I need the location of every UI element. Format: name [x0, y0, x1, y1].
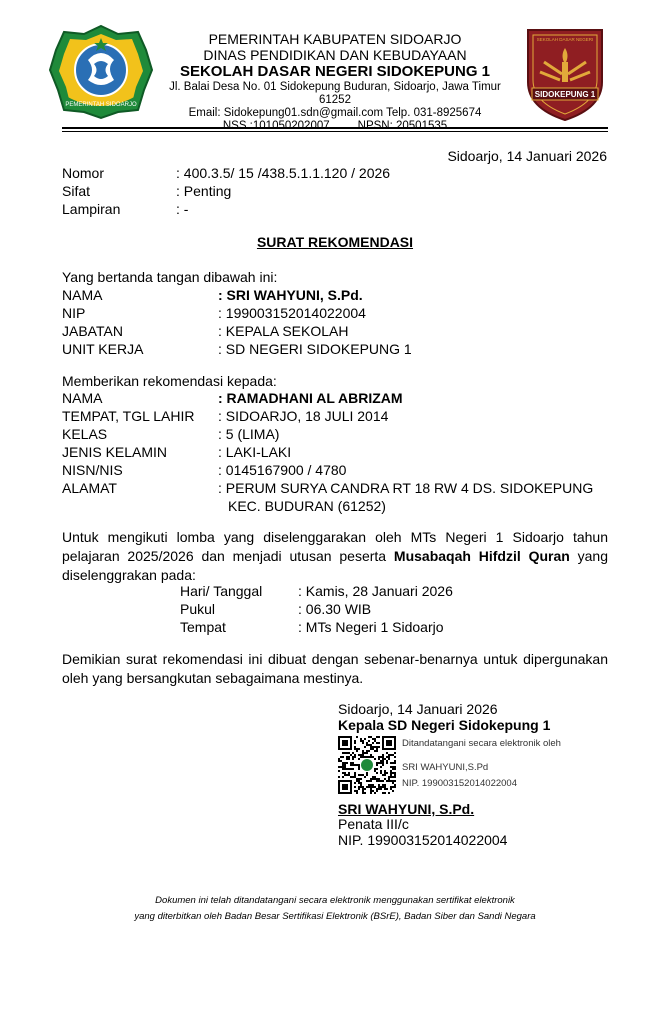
address-line2: KEC. BUDURAN (61252): [228, 498, 386, 514]
field-value: : LAKI-LAKI: [218, 444, 292, 460]
intro-student: Memberikan rekomendasi kepada:: [62, 373, 277, 389]
regency-logo-text: PEMERINTAH SIDOARJO: [65, 102, 137, 108]
field-label: UNIT KERJA: [62, 341, 144, 357]
event-label: Hari/ Tanggal: [180, 583, 263, 599]
purpose-text-end: yang diselenggrakan pada:: [62, 548, 609, 583]
competition-name: Musabaqah Hifdzil Quran: [393, 548, 570, 564]
field-label: ALAMAT: [62, 480, 117, 496]
meta-label: Sifat: [62, 183, 91, 199]
meta-value: : Penting: [176, 183, 232, 199]
field-label: NIP: [62, 305, 86, 321]
event-label: Tempat: [180, 619, 226, 635]
field-value: : SRI WAHYUNI, S.Pd.: [218, 287, 363, 303]
field-value: : 5 (LIMA): [218, 426, 280, 442]
school-logo-text: SIDOKEPUNG 1: [534, 90, 596, 99]
footer-note-2: yang diterbitkan oleh Badan Besar Sertifikasi Elektronik (BSrE), Badan Siber dan Sandi Negara: [134, 911, 536, 922]
meta-label: Lampiran: [62, 201, 121, 217]
field-value: : PERUM SURYA CANDRA RT 18 RW 4 DS. SIDOKEPUNG: [218, 480, 594, 496]
field-label: TEMPAT, TGL LAHIR: [62, 408, 195, 424]
field-value: : RAMADHANI AL ABRIZAM: [218, 390, 403, 406]
signer-rank: Penata III/c: [338, 816, 409, 832]
signer-nip: NIP. 199003152014022004: [338, 832, 508, 848]
event-value: : 06.30 WIB: [298, 601, 372, 617]
purpose-paragraph: [62, 528, 608, 585]
meta-value: : -: [176, 201, 189, 217]
sign-place-date: Sidoarjo, 14 Januari 2026: [338, 701, 498, 717]
field-label: NAMA: [62, 390, 103, 406]
letterhead: [160, 31, 510, 133]
header-rule-thin: [62, 131, 608, 132]
government-name: PEMERINTAH KABUPATEN SIDOARJO: [208, 31, 462, 47]
letter-title: SURAT REKOMENDASI: [256, 234, 414, 250]
intro-signer: Yang bertanda tangan dibawah ini:: [62, 269, 278, 285]
field-value: : SD NEGERI SIDOKEPUNG 1: [218, 341, 412, 357]
field-value: : KEPALA SEKOLAH: [218, 323, 349, 339]
school-logo-top-text: SEKOLAH DASAR NEGERI: [536, 37, 594, 42]
meta-value: : 400.3.5/ 15 /438.5.1.1.120 / 2026: [176, 165, 391, 181]
school-contact: Email: Sidokepung01.sdn@gmail.com Telp. 031-8925674: [188, 107, 482, 119]
purpose-text: Untuk mengikuti lomba yang diselenggarakan oleh MTs Negeri 1 Sidoarjo tahun pelajaran 2025/2026 dan menjadi utusan peserta: [62, 529, 608, 564]
field-label: KELAS: [62, 426, 108, 442]
signature-qr-code: [338, 736, 396, 794]
event-label: Pukul: [180, 601, 216, 617]
letter-date: Sidoarjo, 14 Januari 2026: [447, 148, 607, 164]
field-value: : 199003152014022004: [218, 305, 366, 321]
sign-position: Kepala SD Negeri Sidokepung 1: [338, 717, 551, 733]
agency-name: DINAS PENDIDIKAN DAN KEBUDAYAAN: [203, 47, 467, 63]
footer-note-1: Dokumen ini telah ditandatangani secara elektronik menggunakan sertifikat elektronik: [155, 895, 515, 906]
field-value: : SIDOARJO, 18 JULI 2014: [218, 408, 389, 424]
field-label: JABATAN: [62, 323, 123, 339]
event-value: : Kamis, 28 Januari 2026: [298, 583, 453, 599]
school-name: SEKOLAH DASAR NEGERI SIDOKEPUNG 1: [179, 63, 491, 80]
closing-paragraph: Demikian surat rekomendasi ini dibuat dengan sebenar-benarnya untuk dipergunakan oleh yang bersangkutan sebagaimana mestinya.: [62, 651, 608, 686]
regency-logo: [48, 24, 154, 120]
school-logo: [524, 22, 606, 122]
school-address: Jl. Balai Desa No. 01 Sidokepung Buduran, Sidoarjo, Jawa Timur 61252: [169, 81, 501, 106]
field-label: NISN/NIS: [62, 462, 123, 478]
header-rule-thick: [62, 127, 608, 129]
field-label: NAMA: [62, 287, 103, 303]
signer-name: SRI WAHYUNI, S.Pd.: [338, 801, 475, 817]
event-value: : MTs Negeri 1 Sidoarjo: [298, 619, 444, 635]
esign-name: SRI WAHYUNI,S.Pd: [402, 762, 489, 773]
meta-label: Nomor: [62, 165, 105, 181]
esign-note: Ditandatangani secara elektronik oleh: [402, 738, 561, 749]
nss: NSS :101050202007: [222, 120, 330, 132]
npsn: NPSN: 20501535: [357, 120, 448, 132]
field-label: JENIS KELAMIN: [62, 444, 168, 460]
field-value: : 0145167900 / 4780: [218, 462, 347, 478]
esign-nip: NIP. 199003152014022004: [402, 778, 517, 789]
